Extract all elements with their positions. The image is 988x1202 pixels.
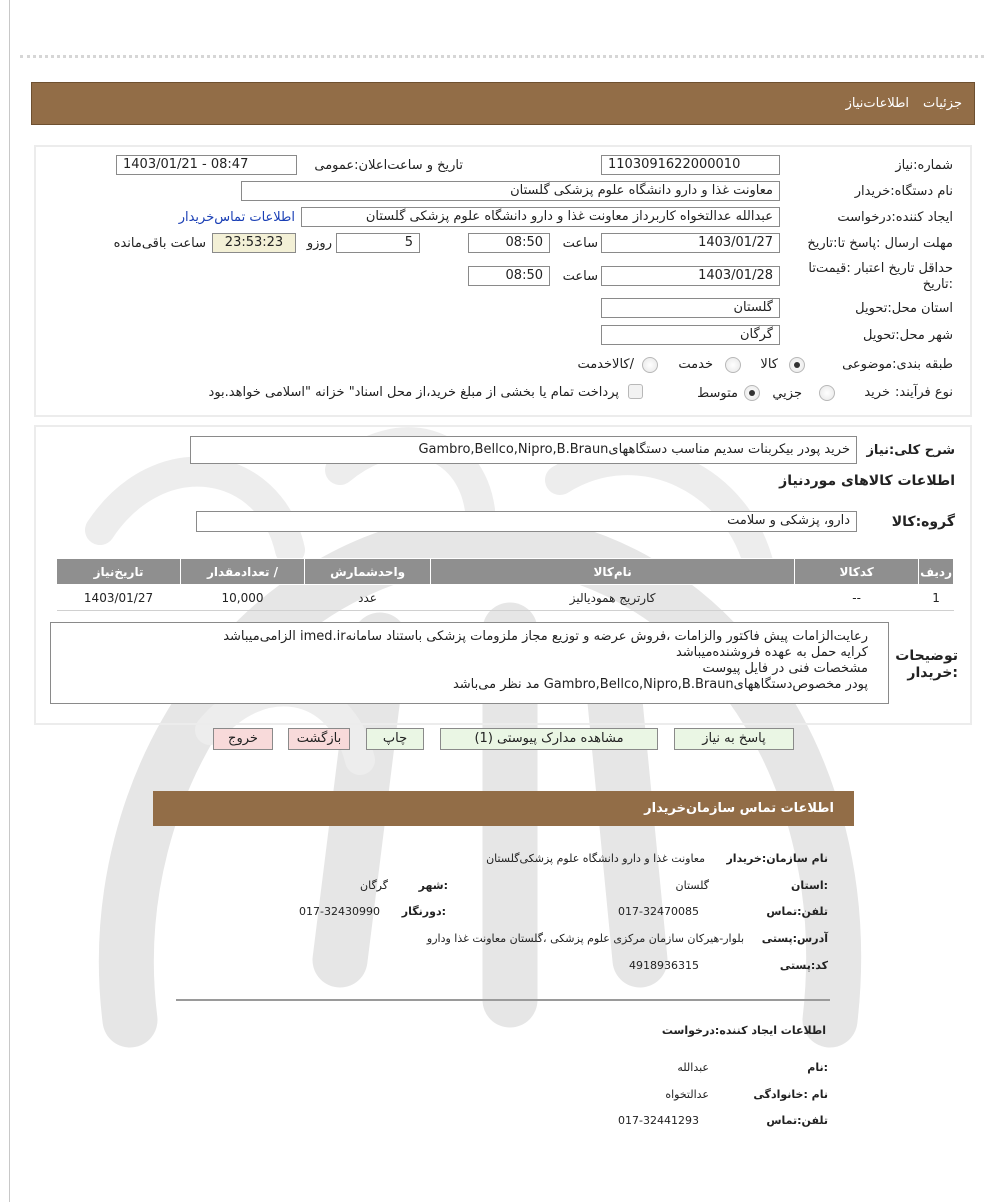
process-option-medium: متوسط	[697, 386, 738, 401]
cell-name: کارتریج همودیالیز	[431, 585, 795, 611]
validity-date-field: 1403/01/28	[601, 266, 780, 286]
contact-org-value: معاونت غذا و دارو دانشگاه علوم پزشکی‌گلستان	[486, 852, 705, 865]
cell-unit: عدد	[305, 585, 431, 611]
process-label-purchase: خرید	[864, 385, 890, 400]
contact-province-label: :استان	[791, 879, 828, 892]
contact-phone-value: 017-32470085	[618, 905, 699, 918]
table-row	[57, 585, 954, 611]
col-quantity: / تعدادمقدار	[181, 559, 305, 585]
page-header	[31, 82, 975, 125]
requester-name-label: :نام	[807, 1061, 828, 1074]
requester-phone-label: تلفن:تماس	[766, 1114, 828, 1127]
validity-label-2: :تاریخ	[922, 277, 953, 292]
buyer-notes-box	[50, 622, 889, 704]
cell-code: --	[795, 585, 919, 611]
process-radio-partial[interactable]	[819, 385, 835, 401]
buyer-note-line: پودر مخصوص‌دستگاههایGambro,Bellco,Nipro,B.Braun مد نظر می‌باشد	[452, 677, 868, 692]
goods-info-title: اطلاعات کالاهای موردنیاز	[779, 473, 955, 489]
cell-row: 1	[919, 585, 954, 611]
col-unit: واحدشمارش	[305, 559, 431, 585]
col-row: ردیف	[919, 559, 954, 585]
tab-details[interactable]: جزئیات	[923, 96, 962, 111]
col-code: کدکالا	[795, 559, 919, 585]
goods-group-label: گروه:کالا	[891, 514, 955, 530]
category-option-service: خدمت	[678, 357, 713, 372]
remaining-days-field: 5	[336, 233, 420, 253]
back-button[interactable]: بازگشت	[288, 728, 350, 750]
process-label: نوع فرآیند:	[895, 385, 953, 400]
category-radio-goods[interactable]	[789, 357, 805, 373]
city-field: گرگان	[601, 325, 780, 345]
need-number-label: شماره‌:نیاز	[895, 158, 953, 173]
requester-title: اطلاعات ایجاد کننده:درخواست	[661, 1024, 826, 1037]
remaining-time-field: 23:53:23	[212, 233, 296, 253]
page-left-border	[9, 0, 10, 1202]
city-label: شهر محل:تحویل	[863, 328, 953, 343]
requester-family-label: نام :خانوادگی	[753, 1088, 828, 1101]
category-option-goods: کالا	[760, 357, 778, 372]
validity-time-label: ساعت	[562, 269, 598, 284]
province-label: استان محل:تحویل	[855, 301, 953, 316]
view-attachments-button[interactable]: مشاهده مدارک پیوستی (1)	[440, 728, 658, 750]
deadline-date-field: 1403/01/27	[601, 233, 780, 253]
col-name: نام‌کالا	[431, 559, 795, 585]
contact-city-label: :شهر	[418, 879, 448, 892]
contact-phone-label: تلفن:تماس	[766, 905, 828, 918]
contact-divider	[176, 999, 830, 1001]
announce-date-label: تاریخ و ساعت‌اعلان:عمومی	[314, 158, 463, 173]
deadline-time-field: 08:50	[468, 233, 550, 253]
contact-city-value: گرگان	[360, 879, 388, 892]
tab-need-info[interactable]: اطلاعات‌نیاز	[845, 96, 910, 111]
category-radio-service[interactable]	[725, 357, 741, 373]
treasury-payment-note: پرداخت تمام یا بخشی از مبلغ خرید،از محل اسناد" خزانه "اسلامی خواهد.بود	[208, 385, 619, 400]
goods-table	[56, 558, 954, 611]
creator-field: عبدالله عدالتخواه کاربرداز معاونت غذا و دارو دانشگاه علوم پزشکی گلستان	[301, 207, 780, 227]
buyer-notes-label-2: :خریدار	[907, 665, 958, 681]
print-button[interactable]: چاپ	[366, 728, 424, 750]
announce-date-field: 1403/01/21 - 08:47	[116, 155, 297, 175]
validity-label-1: حداقل تاریخ اعتبار :قیمت‌تا	[808, 261, 953, 276]
contact-province-value: گلستان	[675, 879, 709, 892]
category-radio-goods-service[interactable]	[642, 357, 658, 373]
buyer-contact-link[interactable]: اطلاعات تماس‌خریدار	[178, 210, 295, 225]
contact-org-label: نام سازمان:خریدار	[726, 852, 828, 865]
dotted-separator	[20, 55, 984, 58]
requester-name-value: عبدالله	[677, 1061, 709, 1074]
deadline-label: مهلت ارسال :پاسخ تا:تاریخ	[807, 236, 953, 251]
goods-table-header	[57, 559, 954, 585]
contact-fax-value: 017-32430990	[299, 905, 380, 918]
creator-label: ایجاد کننده:درخواست	[837, 210, 953, 225]
category-option-goods-service: /کالاخدمت	[577, 357, 634, 372]
need-number-field: 1103091622000010	[601, 155, 780, 175]
treasury-payment-checkbox[interactable]	[628, 384, 643, 399]
process-option-partial: جزیي	[772, 386, 802, 401]
deadline-time-label: ساعت	[562, 236, 598, 251]
requester-family-value: عدالتخواه	[665, 1088, 709, 1101]
buyer-notes-label-1: توضیحات	[895, 648, 958, 664]
buyer-org-field: معاونت غذا و دارو دانشگاه علوم پزشکی گلستان	[241, 181, 780, 201]
contact-postal-label: کد:پستی	[779, 959, 828, 972]
contact-fax-label: :دورنگار	[401, 905, 446, 918]
reply-button[interactable]: پاسخ به نیاز	[674, 728, 794, 750]
process-radio-medium[interactable]	[744, 385, 760, 401]
contact-section-header: اطلاعات تماس سازمان‌خریدار	[153, 791, 854, 826]
cell-need-date: 1403/01/27	[57, 585, 181, 611]
contact-postal-value: 4918936315	[629, 959, 699, 972]
goods-group-field: دارو، پزشکی و سلامت	[196, 511, 857, 532]
contact-address-value: بلوار-هیرکان سازمان مرکزی علوم پزشکی ،گلستان معاونت غذا ودارو	[426, 932, 744, 945]
province-field: گلستان	[601, 298, 780, 318]
requester-phone-value: 017-32441293	[618, 1114, 699, 1127]
summary-field: خرید پودر بیکربنات سدیم مناسب دستگاههایGambro,Bellco,Nipro,B.Braun	[190, 436, 857, 464]
category-label: طبقه بندی:موضوعی	[842, 357, 953, 372]
buyer-org-label: نام دستگاه:خریدار	[854, 184, 953, 199]
days-label: روزو	[306, 236, 332, 251]
buyer-note-line: مشخصات فنی در فایل پیوست	[702, 661, 868, 676]
exit-button[interactable]: خروج	[213, 728, 273, 750]
remaining-time-label: ساعت باقی‌مانده	[113, 236, 206, 251]
buyer-note-line: رعایت‌الزامات پیش فاکتور والزامات ،فروش عرضه و توزیع مجاز ملزومات پزشکی باستناد سامانهimed.ir الزامی‌میباشد	[223, 629, 868, 644]
validity-time-field: 08:50	[468, 266, 550, 286]
buyer-note-line: کرایه حمل به عهده فروشنده‌میباشد	[675, 645, 868, 660]
summary-label: شرح کلی:نیاز	[866, 443, 955, 458]
col-need-date: تاریخ‌نیاز	[57, 559, 181, 585]
contact-address-label: آدرس:پستی	[761, 932, 828, 945]
cell-quantity: 10,000	[181, 585, 305, 611]
